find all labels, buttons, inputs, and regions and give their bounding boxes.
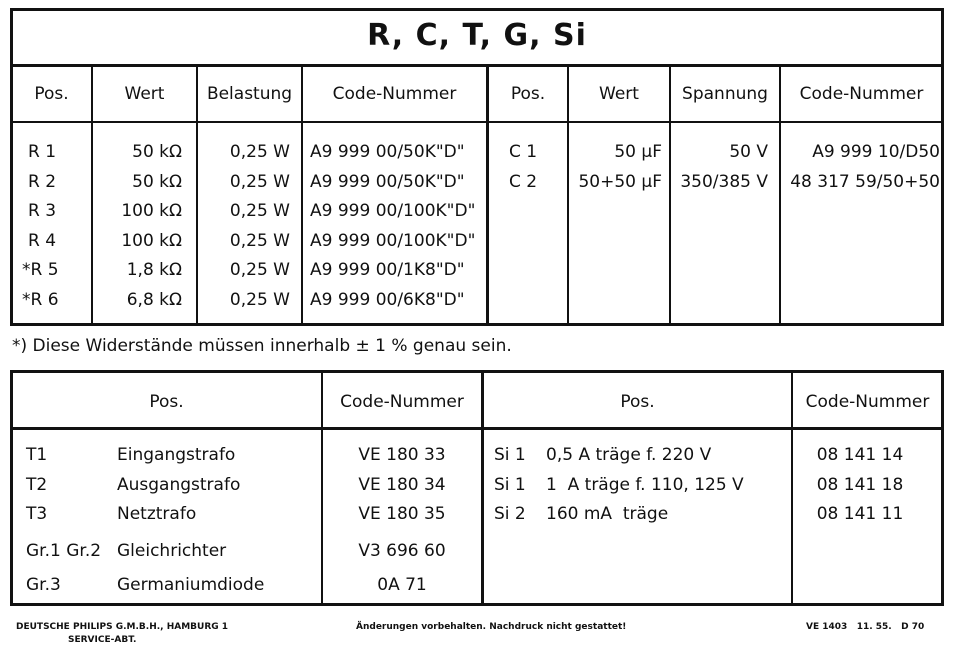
- resistor-value: 6,8 kΩ: [126, 289, 182, 310]
- component-pos: T3: [26, 504, 48, 524]
- header-wert: Wert: [124, 84, 165, 104]
- rc-col-divider: [301, 66, 303, 325]
- capacitor-voltage: 50 V: [729, 142, 768, 162]
- header-code-nummer: Code-Nummer: [332, 84, 457, 104]
- capacitor-value: 50 µF: [614, 142, 662, 162]
- footer-doc-number: VE 1403 11. 55. D 70: [806, 622, 925, 632]
- header-belastung: Belastung: [206, 84, 293, 104]
- resistor-value: 1,8 kΩ: [126, 260, 182, 280]
- capacitor-pos: C 1: [509, 142, 538, 162]
- tgsi-header-divider: [10, 427, 944, 430]
- header-pos: Pos.: [510, 84, 546, 104]
- component-pos: T2: [26, 474, 48, 495]
- rc-title-divider: [10, 64, 944, 67]
- fuse-pos: Si 1: [494, 474, 526, 495]
- header-pos: Pos.: [34, 84, 69, 104]
- resistor-pos: R 4: [28, 230, 57, 251]
- resistor-code: A9 999 00/1K8"D": [310, 260, 465, 280]
- resistor-code: A9 999 00/50K"D": [310, 171, 465, 192]
- resistor-load: 0,25 W: [229, 260, 290, 280]
- resistor-pos: R 1: [28, 142, 57, 162]
- header-pos: Pos.: [149, 392, 184, 412]
- resistor-pos: R 2: [28, 171, 57, 192]
- header-pos: Pos.: [620, 392, 655, 412]
- resistor-code: A9 999 00/50K"D": [310, 142, 465, 162]
- fuse-desc: 0,5 A träge f. 220 V: [546, 445, 712, 465]
- resistor-load: 0,25 W: [229, 171, 290, 192]
- component-pos: Gr.1 Gr.2: [26, 541, 102, 561]
- capacitor-voltage: 350/385 V: [680, 171, 768, 192]
- header-wert: Wert: [599, 84, 639, 104]
- component-pos: T1: [26, 445, 48, 465]
- fuse-pos: Si 1: [494, 445, 526, 465]
- component-code: VE 180 34: [358, 474, 446, 495]
- rc-col-divider: [91, 66, 93, 325]
- fuse-desc: 1 A träge f. 110, 125 V: [546, 474, 744, 495]
- component-name: Ausgangstrafo: [117, 474, 241, 495]
- header-spannung: Spannung: [682, 84, 768, 104]
- resistor-value: 100 kΩ: [121, 201, 182, 221]
- page-title: R, C, T, G, Si: [367, 18, 587, 53]
- component-name: Germaniumdiode: [117, 575, 265, 595]
- capacitor-code: A9 999 10/D50: [812, 142, 940, 162]
- capacitor-code: 48 317 59/50+50: [790, 171, 940, 192]
- resistor-load: 0,25 W: [229, 201, 290, 221]
- fuse-code: 08 141 18: [816, 474, 904, 495]
- fuse-desc: 160 mA träge: [546, 504, 669, 524]
- resistor-pos: *R 5: [22, 260, 59, 280]
- footer-notice: Änderungen vorbehalten. Nachdruck nicht gestattet!: [356, 622, 627, 632]
- fuse-code: 08 141 11: [816, 504, 904, 524]
- resistor-value: 50 kΩ: [132, 171, 182, 192]
- footer-publisher: DEUTSCHE PHILIPS G.M.B.H., HAMBURG 1: [16, 622, 229, 632]
- footnote: *) Diese Widerstände müssen innerhalb ± 1 % genau sein.: [12, 336, 512, 356]
- component-pos: Gr.3: [26, 575, 61, 595]
- resistor-load: 0,25 W: [229, 289, 290, 310]
- component-code: 0A 71: [377, 575, 427, 595]
- capacitor-pos: C 2: [509, 171, 538, 192]
- resistor-pos: *R 6: [22, 289, 59, 310]
- resistor-code: A9 999 00/6K8"D": [310, 289, 465, 310]
- resistor-code: A9 999 00/100K"D": [310, 230, 476, 251]
- header-code-nummer: Code-Nummer: [805, 392, 930, 412]
- footer-department: SERVICE-ABT.: [68, 635, 137, 645]
- rc-col-divider: [779, 66, 781, 325]
- header-code-nummer: Code-Nummer: [799, 84, 924, 104]
- component-name: Gleichrichter: [117, 541, 227, 561]
- resistor-load: 0,25 W: [229, 142, 290, 162]
- rc-header-divider: [10, 121, 944, 123]
- rc-col-divider: [196, 66, 198, 325]
- header-code-nummer: Code-Nummer: [340, 392, 464, 412]
- rc-col-divider: [486, 66, 489, 325]
- rc-col-divider: [669, 66, 671, 325]
- capacitor-value: 50+50 µF: [578, 171, 662, 192]
- component-name: Netztrafo: [117, 504, 197, 524]
- component-code: VE 180 33: [358, 445, 446, 465]
- fuse-code: 08 141 14: [816, 445, 904, 465]
- fuse-pos: Si 2: [494, 504, 526, 524]
- resistor-value: 100 kΩ: [121, 230, 182, 251]
- resistor-value: 50 kΩ: [132, 142, 182, 162]
- resistor-code: A9 999 00/100K"D": [310, 201, 476, 221]
- component-code: VE 180 35: [358, 504, 446, 524]
- resistor-load: 0,25 W: [229, 230, 290, 251]
- resistor-pos: R 3: [28, 201, 57, 221]
- component-name: Eingangstrafo: [117, 445, 236, 465]
- component-code: V3 696 60: [358, 541, 446, 561]
